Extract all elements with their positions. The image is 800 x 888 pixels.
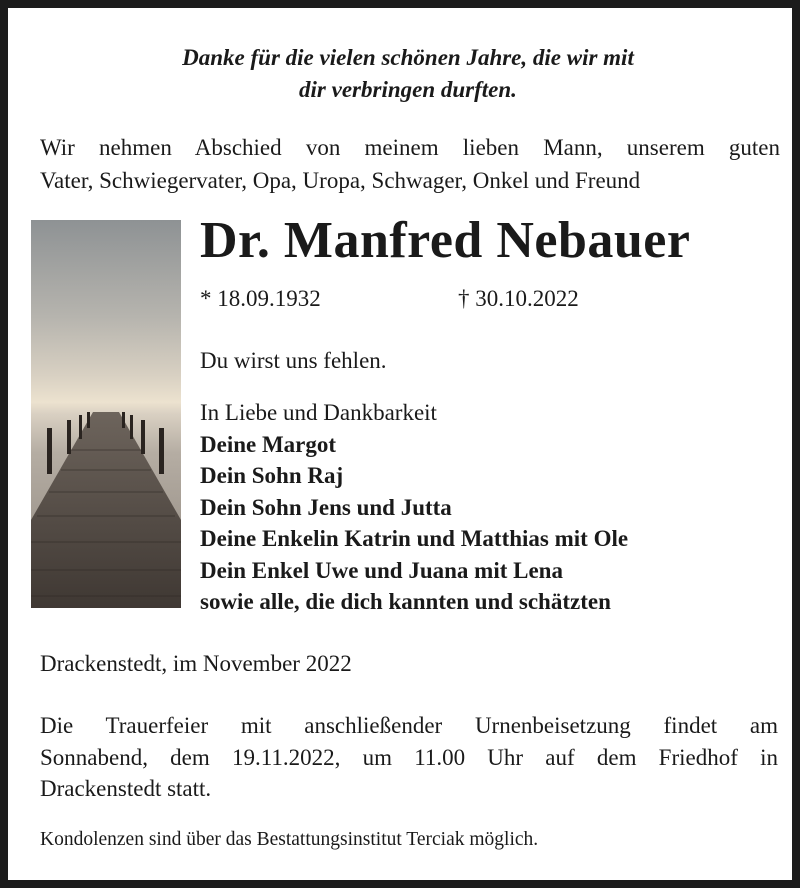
place-date: Drackenstedt, im November 2022 (40, 651, 352, 676)
condolences-note: Kondolenzen sind über das Bestattungsinstitut Terciak möglich. (40, 829, 539, 850)
motto-line-1: Danke für die vielen schönen Jahre, die wir mit (182, 45, 634, 70)
signer-name: Dein Enkel Uwe und Juana mit Lena (200, 557, 563, 583)
intro-text (40, 131, 780, 197)
signer-name: Dein Sohn Jens und Jutta (200, 494, 452, 520)
funeral-info (40, 710, 778, 805)
signer-name: Deine Margot (200, 431, 337, 457)
intro-line-2: Vater, Schwiegervater, Opa, Uropa, Schwager, Onkel und Freund (40, 168, 641, 193)
signer-name: sowie alle, die dich kannten und schätzten (200, 589, 611, 614)
deceased-name: Dr. Manfred Nebauer (200, 212, 691, 269)
funeral-line-2: Sonnabend, dem 19.11.2022, um 11.00 Uhr auf dem Friedhof in (40, 744, 778, 770)
funeral-line-1: Die Trauerfeier mit anschließender Urnenbeisetzung findet am (40, 713, 778, 738)
funeral-line-3: Drackenstedt statt. (40, 776, 212, 801)
signer-name: Dein Sohn Raj (200, 463, 344, 488)
motto-quote (48, 42, 768, 106)
birth-date: * 18.09.1932 (200, 286, 321, 311)
death-date: † 30.10.2022 (458, 286, 579, 311)
signers-intro: In Liebe und Dankbarkeit (200, 400, 437, 425)
intro-line-1: Wir nehmen Abschied von meinem lieben Mann, unserem guten (40, 135, 780, 160)
motto-line-2: dir verbringen durften. (299, 77, 517, 102)
signer-name: Deine Enkelin Katrin und Matthias mit Ole (200, 526, 629, 551)
missing-text: Du wirst uns fehlen. (200, 348, 387, 373)
pier-photo (31, 220, 181, 608)
signers-block (200, 397, 628, 618)
